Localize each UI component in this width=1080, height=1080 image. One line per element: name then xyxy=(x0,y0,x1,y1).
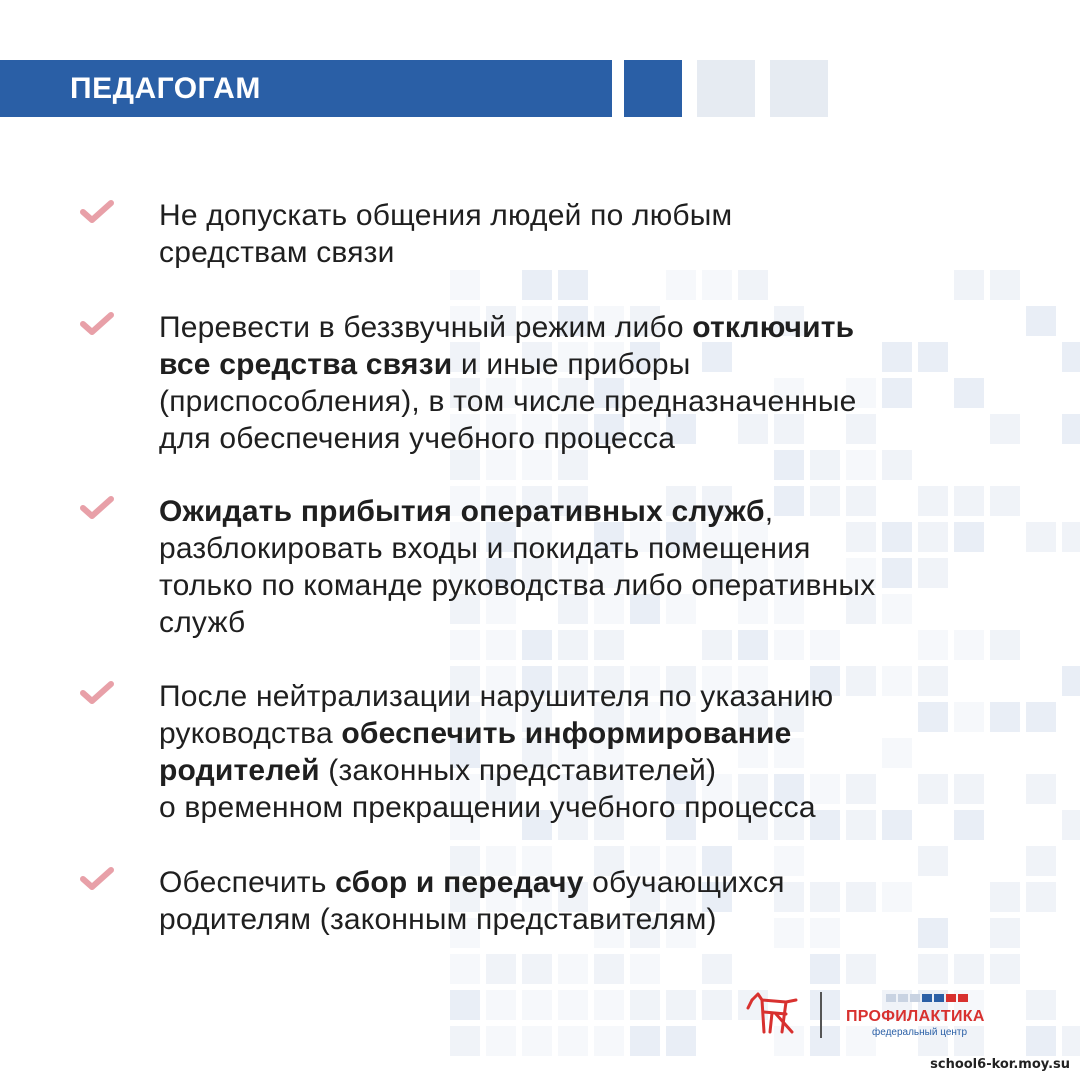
item-text-segment: (приспособления), в том числе предназначенные xyxy=(159,385,857,418)
item-text-segment: служб xyxy=(159,606,246,639)
item-text-bold: Ожидать прибытия оперативных служб xyxy=(159,495,765,528)
brand-squares xyxy=(886,994,968,1002)
item-text-segment: родителям (законным представителям) xyxy=(159,903,717,936)
horse-logo-icon xyxy=(742,992,800,1038)
item-text-segment: Обеспечить xyxy=(159,866,336,899)
brand-name: ПРОФИЛАКТИКА xyxy=(846,1008,985,1025)
checkmark-icon xyxy=(80,311,114,337)
item-text-bold: все средства связи xyxy=(159,348,453,381)
checkmark-icon xyxy=(80,680,114,706)
brand-subtitle: федеральный центр xyxy=(872,1027,968,1038)
item-text-segment: , xyxy=(764,495,774,528)
checkmark-icon xyxy=(80,199,114,225)
item-text-segment: Не допускать общения людей по любым xyxy=(159,199,733,232)
item-text-bold: сбор и передачу xyxy=(335,866,584,899)
checkmark-icon xyxy=(80,495,114,521)
item-text xyxy=(159,678,1039,826)
item-text-bold: родителей xyxy=(159,754,320,787)
item-text-segment: разблокировать входы и покидать помещения xyxy=(159,532,811,565)
watermark: school6-kor.moy.su xyxy=(930,1057,1070,1072)
page-title: ПЕДАГОГАМ xyxy=(70,71,261,105)
item-text xyxy=(159,197,1039,271)
item-text-segment: средствам связи xyxy=(159,236,395,269)
item-text-segment: (законных представителей) xyxy=(319,754,717,787)
item-text-segment: руководства xyxy=(159,717,342,750)
footer-divider xyxy=(820,992,822,1038)
item-text-segment: о временном прекращении учебного процесса xyxy=(159,791,816,824)
checkmark-icon xyxy=(80,866,114,892)
item-text xyxy=(159,864,1039,938)
item-text-segment: Перевести в беззвучный режим либо xyxy=(159,311,693,344)
item-text-segment: для обеспечения учебного процесса xyxy=(159,422,676,455)
item-text xyxy=(159,309,1039,457)
item-text-segment: только по команде руководства либо оперативных xyxy=(159,569,876,602)
item-text-segment: и иные приборы xyxy=(452,348,691,381)
item-text-bold: отключить xyxy=(692,311,855,344)
item-text-segment: обучающихся xyxy=(583,866,785,899)
item-text xyxy=(159,493,1039,641)
item-text-segment: После нейтрализации нарушителя по указанию xyxy=(159,680,834,713)
item-text-bold: обеспечить информирование xyxy=(341,717,792,750)
